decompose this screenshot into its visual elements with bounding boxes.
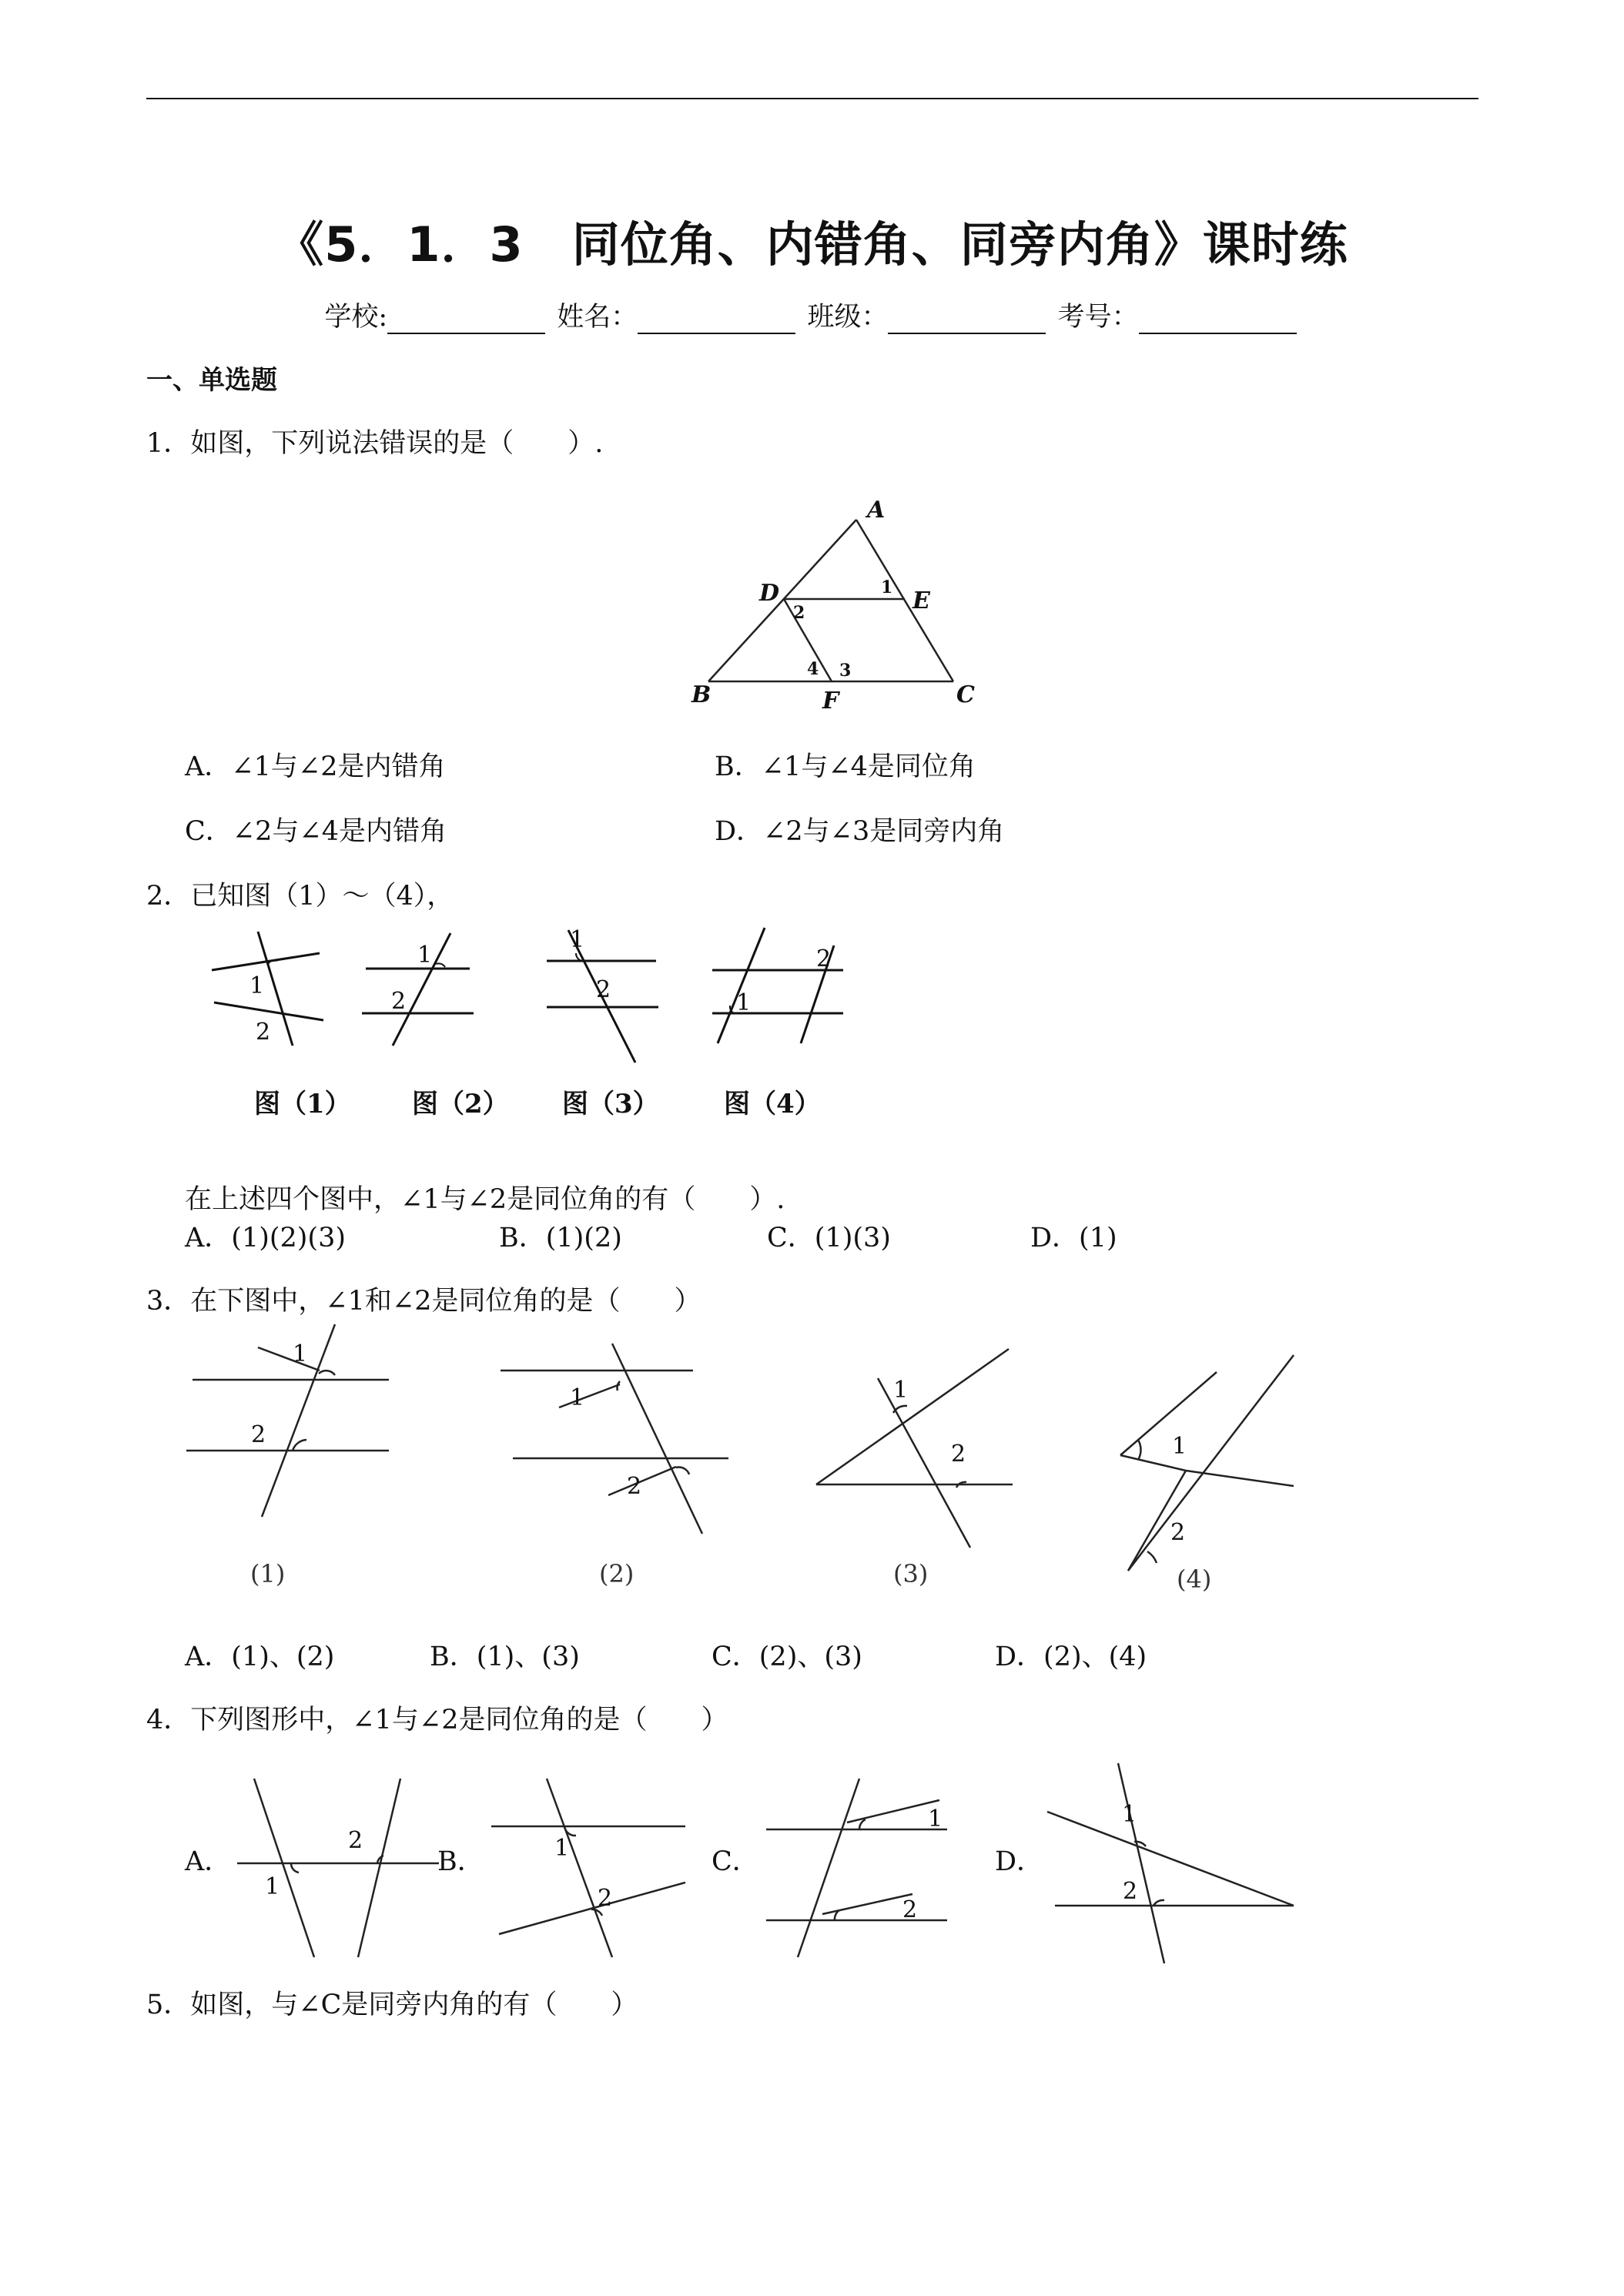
fig1-angle-2: 2 bbox=[256, 1019, 271, 1046]
fig4-angle-2: 2 bbox=[816, 946, 832, 972]
q2-option-c: C．(1)(3) bbox=[767, 1223, 891, 1253]
fig2-angle-2: 2 bbox=[391, 988, 407, 1015]
q1-stem: 1．如图，下列说法错误的是（ ）. bbox=[146, 428, 604, 459]
q3-fig1-angle-1: 1 bbox=[293, 1340, 308, 1367]
point-d: D bbox=[759, 580, 780, 607]
q4-b-angle-1: 1 bbox=[554, 1835, 570, 1862]
q1-option-a: A．∠1与∠2是内错角 bbox=[185, 751, 446, 782]
q3-fig4-angle-1: 1 bbox=[1172, 1433, 1187, 1460]
q4-d-angle-1: 1 bbox=[1122, 1801, 1137, 1828]
q5-stem: 5．如图，与∠C是同旁内角的有（ ） bbox=[146, 1990, 638, 2020]
q3-caption-2: (2) bbox=[599, 1559, 635, 1588]
q4-d-angle-2: 2 bbox=[1123, 1878, 1138, 1905]
q1-option-c: C．∠2与∠4是内错角 bbox=[185, 816, 447, 847]
q3-figures bbox=[177, 1317, 1332, 1594]
q4-option-b-letter: B． bbox=[437, 1846, 484, 1877]
name-blank bbox=[638, 306, 795, 334]
q3-fig2-angle-1: 1 bbox=[570, 1384, 585, 1411]
q1-triangle-figure bbox=[678, 493, 986, 716]
q4-stem: 4．下列图形中，∠1与∠2是同位角的是（ ） bbox=[146, 1705, 728, 1735]
q3-fig4-angle-2: 2 bbox=[1170, 1519, 1186, 1546]
q4-option-a-letter: A． bbox=[185, 1846, 232, 1877]
q2-caption-3: 图（3） bbox=[562, 1089, 659, 1120]
point-c: C bbox=[956, 681, 975, 708]
q2-figures bbox=[200, 916, 862, 1140]
q3-caption-1: (1) bbox=[250, 1559, 286, 1588]
q4-c-angle-2: 2 bbox=[902, 1896, 918, 1923]
name-label: 姓名： bbox=[557, 302, 638, 333]
q2-caption-2: 图（2） bbox=[412, 1089, 509, 1120]
section-heading: 一、单选题 bbox=[146, 365, 277, 396]
point-f: F bbox=[822, 688, 839, 715]
q4-a-angle-2: 2 bbox=[348, 1827, 363, 1854]
angle-label-2: 2 bbox=[793, 603, 805, 623]
q3-option-c: C．(2)、(3) bbox=[712, 1642, 862, 1672]
class-label: 班级： bbox=[807, 302, 889, 333]
angle-label-1: 1 bbox=[881, 577, 893, 597]
q2-stem: 2．已知图（1）～（4）， bbox=[146, 881, 454, 912]
side-ab bbox=[708, 520, 856, 681]
q4-a-angle-1: 1 bbox=[265, 1873, 280, 1900]
q1-option-d: D．∠2与∠3是同旁内角 bbox=[715, 816, 1005, 847]
q4-option-c-letter: C． bbox=[712, 1846, 759, 1877]
point-a: A bbox=[867, 497, 886, 524]
q3-option-d: D．(2)、(4) bbox=[995, 1642, 1147, 1672]
student-info-line bbox=[0, 296, 1624, 334]
school-label: 学校: bbox=[324, 302, 388, 333]
fig3-angle-2: 2 bbox=[596, 976, 611, 1003]
q4-figures bbox=[223, 1748, 1340, 1971]
school-blank bbox=[387, 306, 545, 334]
angle-label-3: 3 bbox=[839, 661, 852, 681]
q4-c-angle-1: 1 bbox=[928, 1806, 943, 1832]
exam-no-blank bbox=[1139, 306, 1297, 334]
q2-option-a: A．(1)(2)(3) bbox=[185, 1223, 347, 1253]
q3-option-a: A．(1)、(2) bbox=[185, 1642, 335, 1672]
q3-fig3-angle-2: 2 bbox=[951, 1441, 966, 1468]
fig3-angle-1: 1 bbox=[570, 926, 585, 953]
q3-stem: 3．在下图中，∠1和∠2是同位角的是（ ） bbox=[146, 1286, 702, 1317]
q2-caption-1: 图（1） bbox=[254, 1089, 351, 1120]
exam-no-label: 考号： bbox=[1057, 302, 1139, 333]
q3-option-b: B．(1)、(3) bbox=[430, 1642, 580, 1672]
point-e: E bbox=[912, 587, 930, 614]
q3-fig3-angle-1: 1 bbox=[893, 1377, 909, 1404]
fig1-angle-1: 1 bbox=[249, 972, 265, 999]
q2-caption-4: 图（4） bbox=[724, 1089, 821, 1120]
q3-fig1-angle-2: 2 bbox=[251, 1421, 266, 1448]
fig4-angle-1: 1 bbox=[736, 989, 752, 1016]
q3-fig2-angle-2: 2 bbox=[627, 1473, 642, 1500]
q3-caption-3: (3) bbox=[893, 1559, 929, 1588]
side-ac bbox=[856, 520, 953, 681]
q2-sub-question: 在上述四个图中，∠1与∠2是同位角的有（ ）. bbox=[185, 1184, 785, 1215]
q2-option-d: D．(1) bbox=[1030, 1223, 1117, 1253]
page-title: 《5．1．3 同位角、内错角、同旁内角》课时练 bbox=[276, 216, 1348, 273]
class-blank bbox=[888, 306, 1046, 334]
top-rule bbox=[146, 98, 1478, 99]
fig2-angle-1: 1 bbox=[417, 942, 433, 969]
angle-label-4: 4 bbox=[807, 659, 819, 679]
q4-option-d-letter: D． bbox=[995, 1846, 1044, 1877]
q1-option-b: B．∠1与∠4是同位角 bbox=[715, 751, 976, 782]
q3-caption-4: (4) bbox=[1177, 1565, 1212, 1594]
q2-option-b: B．(1)(2) bbox=[499, 1223, 622, 1253]
q4-b-angle-2: 2 bbox=[598, 1885, 613, 1912]
point-b: B bbox=[691, 681, 712, 708]
